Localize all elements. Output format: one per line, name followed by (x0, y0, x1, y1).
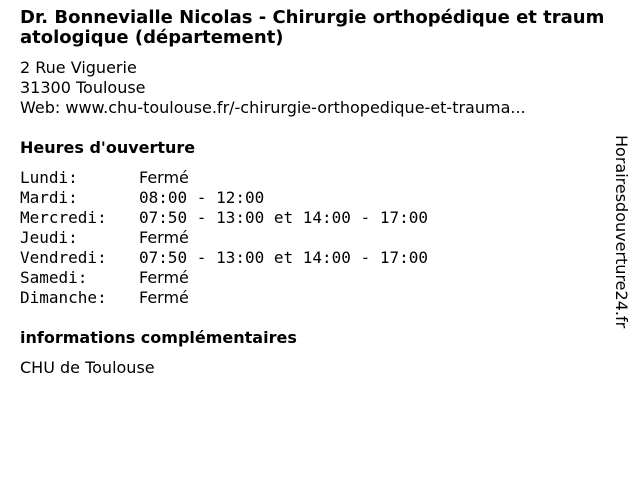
hours-value: 08:00 - 12:00 (139, 188, 265, 207)
hours-row-wednesday (20, 208, 612, 228)
hours-value: Fermé (139, 168, 189, 187)
day-label: Vendredi: (20, 248, 107, 267)
page-title: Dr. Bonnevialle Nicolas - Chirurgie orthopédique et traumatologique (département) (20, 7, 605, 48)
hours-value: Fermé (139, 228, 189, 247)
hours-row-tuesday (20, 188, 612, 208)
website-link[interactable]: Web: www.chu-toulouse.fr/-chirurgie-orthopedique-et-trauma... (20, 98, 526, 117)
day-label: Dimanche: (20, 288, 107, 307)
site-watermark: Horairesdouverture24.fr (612, 135, 631, 329)
day-label: Jeudi: (20, 228, 78, 247)
day-label: Samedi: (20, 268, 88, 287)
hours-table (20, 168, 612, 308)
hours-heading: Heures d'ouverture (20, 138, 196, 157)
day-label: Mercredi: (20, 208, 107, 227)
hours-row-sunday (20, 288, 612, 308)
day-label: Lundi: (20, 168, 78, 187)
info-heading: informations complémentaires (20, 328, 297, 347)
hours-row-monday (20, 168, 612, 188)
address-city: 31300 Toulouse (20, 78, 146, 97)
day-label: Mardi: (20, 188, 78, 207)
hours-value: 07:50 - 13:00 et 14:00 - 17:00 (139, 208, 428, 227)
info-text: CHU de Toulouse (20, 358, 155, 377)
hours-value: 07:50 - 13:00 et 14:00 - 17:00 (139, 248, 428, 267)
hours-row-saturday (20, 268, 612, 288)
hours-value: Fermé (139, 288, 189, 307)
address-block (20, 58, 612, 118)
listing-card (20, 8, 612, 378)
address-street: 2 Rue Viguerie (20, 58, 137, 77)
hours-row-friday (20, 248, 612, 268)
hours-value: Fermé (139, 268, 189, 287)
hours-row-thursday (20, 228, 612, 248)
